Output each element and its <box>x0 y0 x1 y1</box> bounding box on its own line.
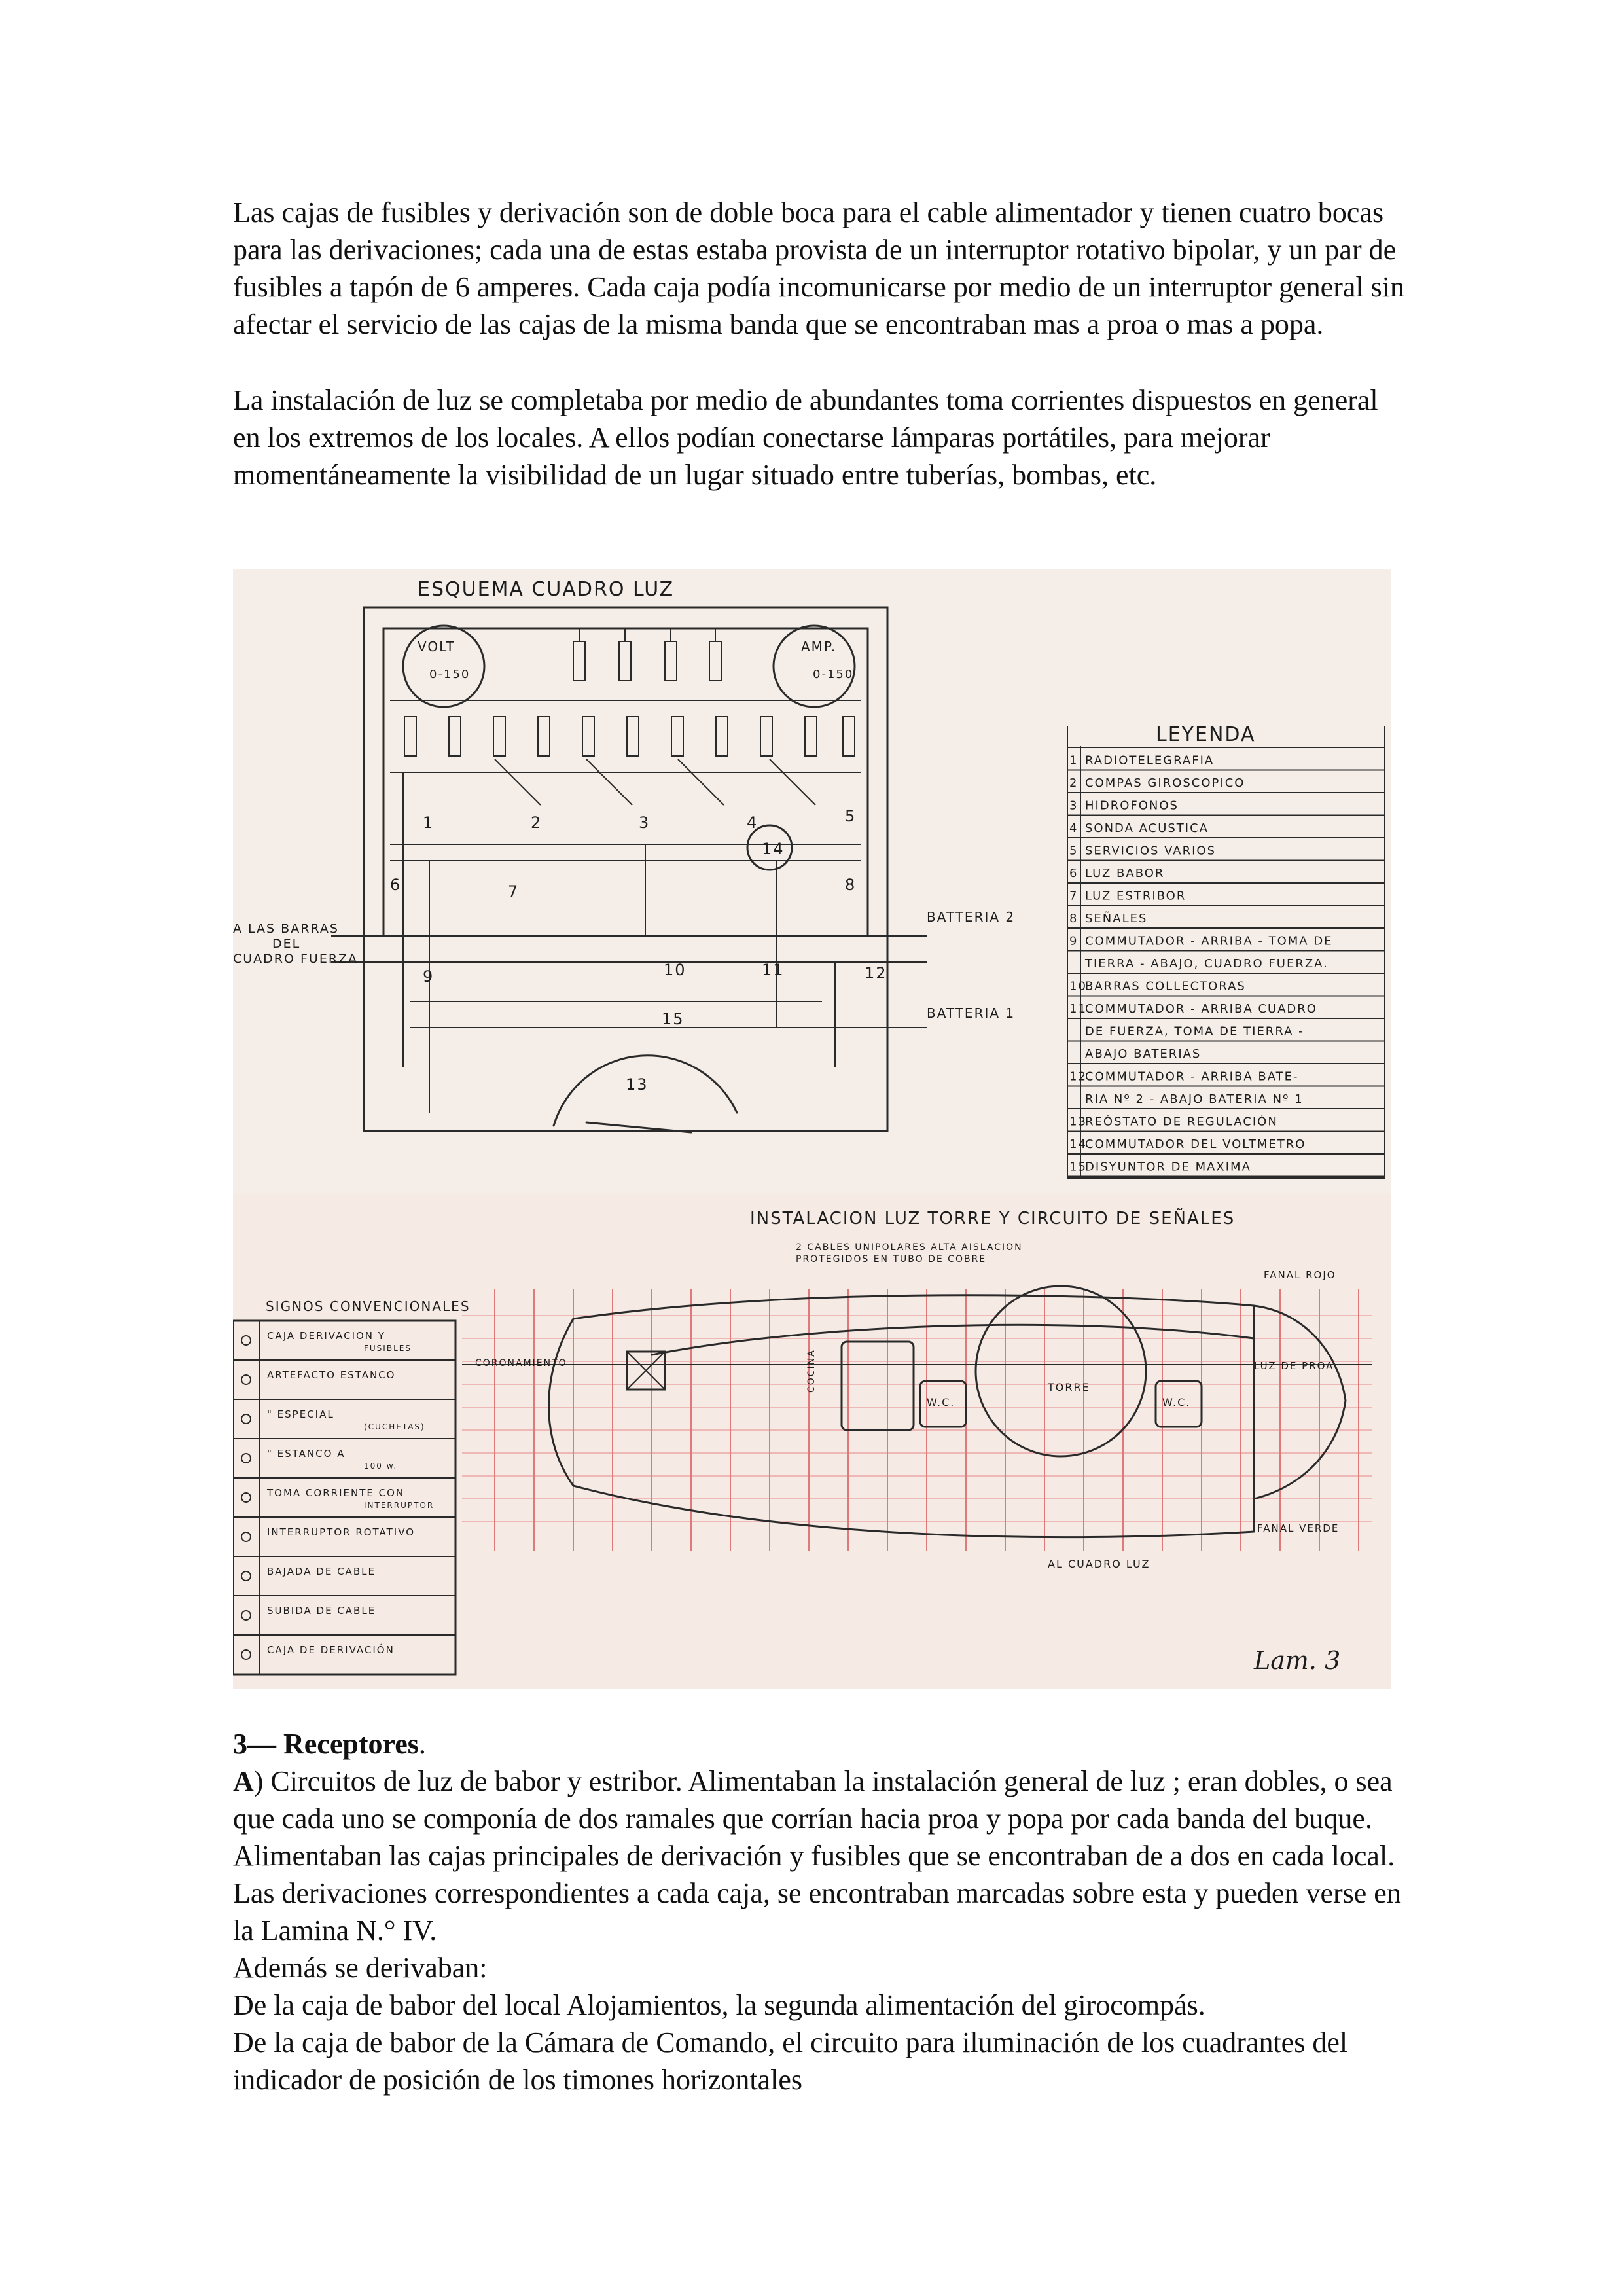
barras-label-2: DEL <box>272 937 301 951</box>
legend-row-number: 2 <box>1069 776 1079 790</box>
fuse-row <box>404 717 855 756</box>
switch-12: 12 <box>865 964 887 982</box>
cocina-label: COCINA <box>806 1349 817 1393</box>
heading-dot: . <box>418 1728 426 1760</box>
voltmeter-gauge <box>403 626 484 707</box>
legend-row-number: 5 <box>1069 844 1079 858</box>
switch-8: 8 <box>845 876 857 894</box>
legend-row-text: COMMUTADOR - ARRIBA CUADRO <box>1085 1002 1317 1016</box>
legend-row-number: 9 <box>1069 934 1079 948</box>
paragraph-text: Las cajas de fusibles y derivación son de doble boca para el cable alimentador y tienen cuatro bocas para las derivaciones; cada una de estas estaba provista de un interruptor rotativo bipolar, y un par de fusibles a tapón de 6 amperes. Cada caja podía incomunicarse por medio de un interruptor general sin afectar el servicio de las cajas de la misma banda que se encontraban mas a proa o mas a popa. <box>233 196 1404 340</box>
wiring-diagram <box>233 569 1391 1689</box>
paragraph-text: La instalación de luz se completaba por medio de abundantes toma corrientes dispuestos en general en los extremos de los locales. A ellos podían conectarse lámparas portátiles, para mejorar momentáneamente la visibilidad de un lugar situado entre tuberías, bombas, etc. <box>233 384 1378 491</box>
sign-sublabel: 100 w. <box>364 1462 398 1471</box>
ammeter-gauge <box>774 626 855 707</box>
legend-row-number: 12 <box>1069 1069 1087 1084</box>
legend-row-text: REÓSTATO DE REGULACIÓN <box>1085 1115 1278 1129</box>
luz-de-proa-label: LUZ DE PROA <box>1254 1360 1334 1372</box>
legend-row-text: COMMUTADOR DEL VOLTMETRO <box>1085 1138 1306 1151</box>
sign-label: " ESPECIAL <box>267 1408 334 1420</box>
barras-label-3: CUADRO FUERZA <box>233 952 359 966</box>
paragraph-fusibles <box>233 194 1411 343</box>
legend-row-text: SEÑALES <box>1085 912 1148 925</box>
switch-5: 5 <box>845 807 857 825</box>
label-a: A <box>233 1765 254 1797</box>
line-babor-alojamientos: De la caja de babor del local Alojamientos, la segunda alimentación del girocompás. <box>233 1989 1205 2021</box>
sign-label: CAJA DE DERIVACIÓN <box>267 1644 395 1656</box>
volt-range: 0-150 <box>429 668 471 681</box>
barras-label-1: A LAS BARRAS <box>233 922 339 936</box>
legend-row-number: 10 <box>1069 979 1087 994</box>
switch-10: 10 <box>664 961 687 979</box>
sign-label: BAJADA DE CABLE <box>267 1566 376 1577</box>
wiring-lines <box>331 700 927 1113</box>
legend-row-text: SONDA ACUSTICA <box>1085 821 1209 835</box>
legend-row-text: BARRAS COLLECTORAS <box>1085 979 1246 994</box>
amp-range: 0-150 <box>813 668 854 681</box>
legend-row-text: RADIOTELEGRAFIA <box>1085 753 1215 768</box>
al-cuadro-luz-label: AL CUADRO LUZ <box>1048 1558 1150 1570</box>
switch-1: 1 <box>423 814 435 832</box>
cable-note-1: 2 CABLES UNIPOLARES ALTA AISLACION <box>796 1242 1023 1253</box>
legend-row-number: 3 <box>1069 798 1079 813</box>
legend-row-number: 13 <box>1069 1115 1087 1129</box>
switch-11: 11 <box>762 961 785 979</box>
schema-title: ESQUEMA CUADRO LUZ <box>418 578 675 601</box>
switch-13: 13 <box>626 1075 649 1094</box>
legend-row-text: SERVICIOS VARIOS <box>1085 844 1217 858</box>
legend-row-text: TIERRA - ABAJO, CUADRO FUERZA. <box>1085 957 1329 971</box>
legend-row-text: LUZ BABOR <box>1085 867 1165 880</box>
legend-title: LEYENDA <box>1156 723 1256 746</box>
switch-7: 7 <box>508 882 520 901</box>
section-heading <box>233 1725 1411 1763</box>
cable-note-2: PROTEGIDOS EN TUBO DE COBRE <box>796 1254 987 1265</box>
switch-9: 9 <box>423 967 435 986</box>
line-ademas: Además se derivaban: <box>233 1952 488 1984</box>
legend-row-number: 14 <box>1069 1138 1087 1151</box>
legend-row-text: DISYUNTOR DE MAXIMA <box>1085 1160 1251 1174</box>
paragraph-a <box>233 1763 1411 1949</box>
plate-number: Lam. 3 <box>1254 1646 1341 1675</box>
sign-sublabel: (CUCHETAS) <box>364 1422 425 1431</box>
legend-row-text: RIA Nº 2 - ABAJO BATERIA Nº 1 <box>1085 1092 1304 1106</box>
bateria-2-label: BATTERIA 2 <box>927 909 1016 925</box>
legend-row-number: 7 <box>1069 889 1079 903</box>
switch-15: 15 <box>662 1010 685 1028</box>
install-title: INSTALACION LUZ TORRE Y CIRCUITO DE SEÑALES <box>750 1209 1236 1229</box>
legend-row-number: 1 <box>1069 753 1079 768</box>
switch-3: 3 <box>639 814 651 832</box>
legend-row-text: COMMUTADOR - ARRIBA BATE- <box>1085 1069 1299 1084</box>
sign-sublabel: FUSIBLES <box>364 1344 412 1353</box>
legend-row-number: 11 <box>1069 1002 1087 1016</box>
paragraph-a-text: ) Circuitos de luz de babor y estribor. Alimentaban la instalación general de luz ; eran dobles, o sea que cada uno se componía de dos ramales que corrían hacia proa y popa por cada banda del buque. Alimentaban las cajas principales de derivación y fusibles que se encontraban de a dos en cada local. Las derivaciones correspondientes a cada caja, se encontraban marcadas sobre esta y pueden verse en la Lamina N.° IV. <box>233 1765 1401 1946</box>
line-babor-camara: De la caja de babor de la Cámara de Comando, el circuito para iluminación de los cuadrantes del indicador de posición de los timones horizontales <box>233 2026 1348 2096</box>
legend-row-number: 15 <box>1069 1160 1087 1174</box>
legend-row-number: 6 <box>1069 867 1079 880</box>
section-receptores <box>233 1725 1411 2098</box>
amp-label: AMP. <box>801 639 837 655</box>
heading-title: Receptores <box>283 1728 419 1760</box>
sign-label: CAJA DERIVACION Y <box>267 1330 385 1342</box>
legend-row-text: LUZ ESTRIBOR <box>1085 889 1186 903</box>
signs-title: SIGNOS CONVENCIONALES <box>266 1299 471 1314</box>
switch-6: 6 <box>390 876 402 894</box>
legend-row-text: COMPAS GIROSCOPICO <box>1085 776 1245 790</box>
sign-label: ARTEFACTO ESTANCO <box>267 1369 396 1381</box>
switch-4: 4 <box>747 814 758 832</box>
volt-label: VOLT <box>418 639 455 655</box>
panel-frame <box>364 607 887 1131</box>
top-fuse-row <box>573 628 721 681</box>
plate-figure <box>233 569 1391 1689</box>
legend-row-text: DE FUERZA, TOMA DE TIERRA - <box>1085 1024 1304 1039</box>
sign-sublabel: INTERRUPTOR <box>364 1501 435 1510</box>
wc-fwd-label: W.C. <box>1162 1396 1191 1408</box>
switch-14: 14 <box>762 840 785 858</box>
bateria-1-label: BATTERIA 1 <box>927 1005 1016 1021</box>
fanal-verde-label: FANAL VERDE <box>1257 1522 1340 1534</box>
legend-row-number: 8 <box>1069 912 1079 925</box>
fanal-rojo-label: FANAL ROJO <box>1264 1269 1336 1281</box>
paragraph-toma-corrientes <box>233 382 1411 493</box>
legend-row-number: 4 <box>1069 821 1079 835</box>
heading-number: 3— <box>233 1728 276 1760</box>
legend-row-text: HIDROFONOS <box>1085 798 1179 813</box>
sign-label: SUBIDA DE CABLE <box>267 1605 376 1617</box>
lower-plate <box>233 1194 1391 1689</box>
sign-label: TOMA CORRIENTE CON <box>267 1487 405 1499</box>
torre-label: TORRE <box>1048 1381 1090 1393</box>
sign-label: INTERRUPTOR ROTATIVO <box>267 1526 416 1538</box>
switch-2: 2 <box>531 814 543 832</box>
coronamiento-label: CORONAMIENTO <box>475 1358 567 1369</box>
switch-numbers <box>390 807 887 1094</box>
legend-row-text: COMMUTADOR - ARRIBA - TOMA DE <box>1085 934 1333 948</box>
wc-aft-label: W.C. <box>927 1396 955 1408</box>
legend-rows <box>1067 754 1385 1177</box>
legend-row-text: ABAJO BATERIAS <box>1085 1047 1202 1061</box>
sign-label: " ESTANCO A <box>267 1448 346 1460</box>
